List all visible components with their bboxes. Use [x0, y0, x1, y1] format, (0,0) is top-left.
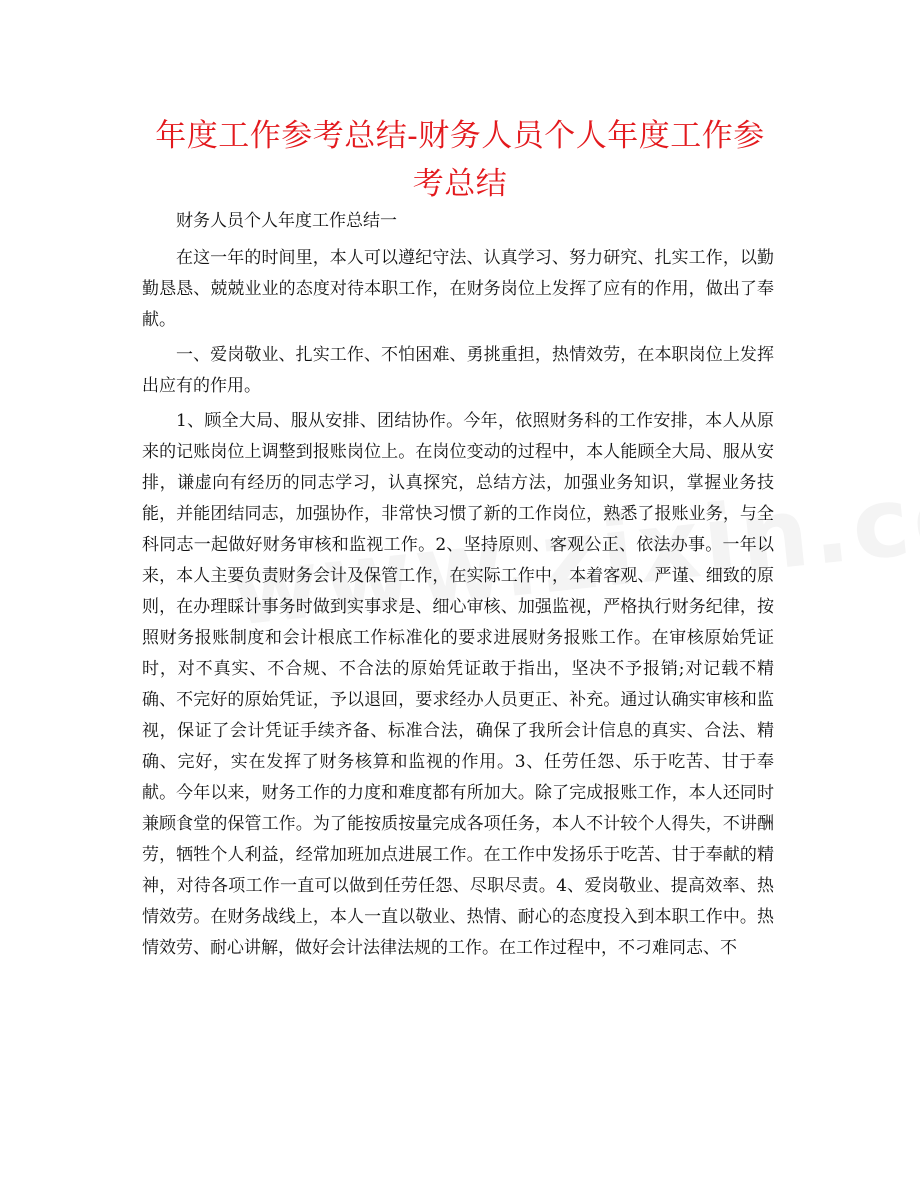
- document-title: 年度工作参考总结-财务人员个人年度工作参考总结: [155, 118, 765, 202]
- paragraph: 1、顾全大局、服从安排、团结协作。今年，依照财务科的工作安排，本人从原来的记账岗位上调整到报账岗位上。在岗位变动的过程中，本人能顾全大局、服从安排，谦虚向有经历的同志学习，认真探究，总结方法，加强业务知识，掌握业务技能，并能团结同志，加强协作，非常快习惯了新的工作岗位，熟悉了报账业务，与全科同志一起做好财务审核和监视工作。2、坚持原则、客观公正、依法办事。一年以来，本人主要负责财务会计及保管工作，在实际工作中，本着客观、严谨、细致的原则，在办理睬计事务时做到实事求是、细心审核、加强监视，严格执行财务纪律，按照财务报账制度和会计根底工作标准化的要求进展财务报账工作。在审核原始凭证时，对不真实、不合规、不合法的原始凭证敢于指出，坚决不予报销;对记载不精确、不完好的原始凭证，予以退回，要求经办人员更正、补充。通过认确实审核和监视，保证了会计凭证手续齐备、标准合法，确保了我所会计信息的真实、合法、精确、完好，实在发挥了财务核算和监视的作用。3、任劳任怨、乐于吃苦、甘于奉献。今年以来，财务工作的力度和难度都有所加大。除了完成报账工作，本人还同时兼顾食堂的保管工作。为了能按质按量完成各项任务，本人不计较个人得失，不讲酬劳，牺牲个人利益，经常加班加点进展工作。在工作中发扬乐于吃苦、甘于奉献的精神，对待各项工作一直可以做到任劳任怨、尽职尽责。4、爱岗敬业、提高效率、热情效劳。在财务战线上，本人一直以敬业、热情、耐心的态度投入到本职工作中。热情效劳、耐心讲解，做好会计法律法规的工作。在工作过程中，不刁难同志、不: [142, 411, 774, 959]
- document-body: [142, 206, 774, 969]
- paragraph: 在这一年的时间里，本人可以遵纪守法、认真学习、努力研究、扎实工作，以勤勤恳恳、兢兢业业的态度对待本职工作，在财务岗位上发挥了应有的作用，做出了奉献。: [142, 248, 774, 330]
- section-subtitle: 财务人员个人年度工作总结一: [176, 211, 397, 231]
- paragraph: 一、爱岗敬业、扎实工作、不怕困难、勇挑重担，热情效劳，在本职岗位上发挥出应有的作用。: [142, 345, 774, 397]
